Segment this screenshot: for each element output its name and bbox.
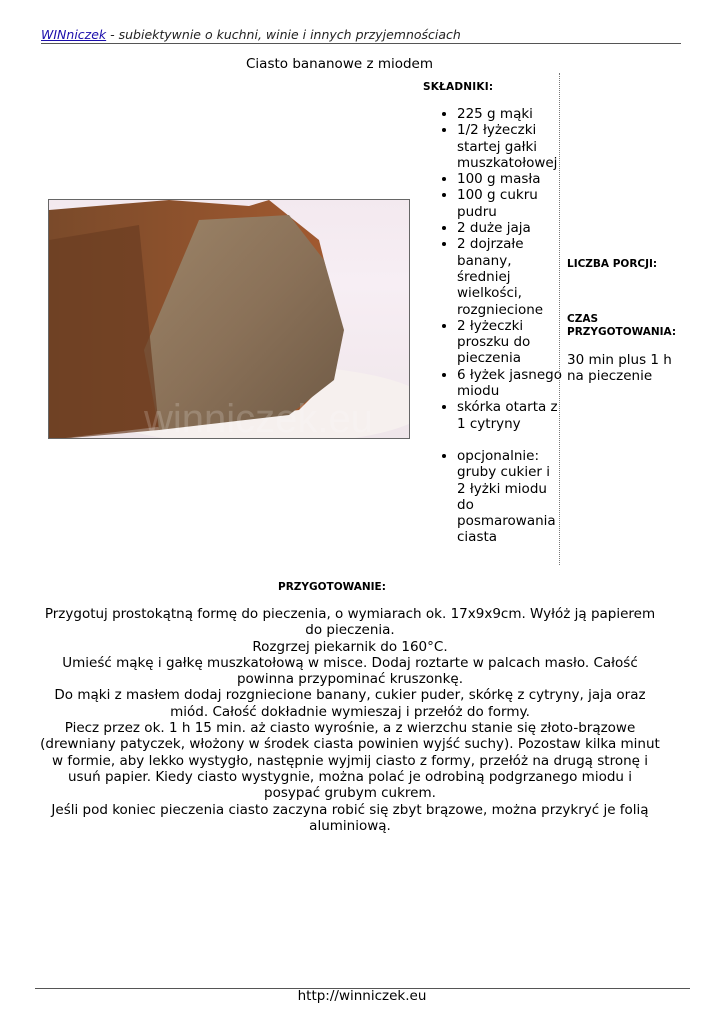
preparation-step: Do mąki z masłem dodaj rozgniecione banany, cukier puder, skórkę z cytryny, jaja oraz miód. Całość dokładnie wymieszaj i przełóż do formy. [54, 687, 646, 720]
ingredient-item: • skórka otarta z 1 cytryny [457, 399, 562, 432]
recipe-title: Ciasto bananowe z miodem [246, 56, 434, 72]
page-header [41, 27, 681, 44]
ingredient-item: • 2 łyżeczki proszku do pieczenia [457, 318, 562, 367]
footer-url: http://winniczek.eu [297, 988, 427, 1004]
preparation-text [40, 606, 660, 834]
ingredient-item: • 225 g mąki [457, 106, 562, 122]
preparation-step: Jeśli pod koniec pieczenia ciasto zaczyna robić się zbyt brązowe, można przykryć je folią aluminiową. [51, 801, 649, 834]
preparation-step: Piecz przez ok. 1 h 15 min. aż ciasto wyrośnie, a z wierzchu stanie się złoto-brązowe (drewniany patyczek, włożony w środek ciasta powinien wyjść suchy). Pozostaw kilka minut w formie, aby lekko wystygło, następnie wyjmij ciasto z formy, przełóż na drugą stronę i usuń papier. Kiedy ciasto wystygnie, można polać je odrobiną podgrzanego miodu i posypać grubym cukrem. [40, 720, 660, 802]
site-link[interactable]: WINniczek [41, 27, 107, 42]
time-value: 30 min plus 1 h na pieczenie [567, 352, 672, 385]
photo-watermark: winniczek.eu [144, 397, 374, 439]
preparation-step: Umieść mąkę i gałkę muszkatołową w misce. Dodaj roztarte w palcach masło. Całość powinna przypominać kruszonkę. [62, 654, 638, 688]
preparation-step: Rozgrzej piekarnik do 160°C. [252, 638, 448, 655]
ingredients-list [422, 106, 562, 546]
ingredient-item: • 2 duże jaja [457, 220, 562, 236]
column-divider [559, 73, 560, 565]
preparation-step: Przygotuj prostokątną formę do pieczenia, o wymiarach ok. 17x9x9cm. Wyłóż ją papierem do pieczenia. [44, 606, 656, 639]
ingredient-item: • 2 dojrzałe banany, średniej wielkości, rozgniecione [457, 236, 562, 317]
ingredient-item: • 6 łyżek jasnego miodu [457, 367, 562, 400]
preparation-label: PRZYGOTOWANIE: [278, 581, 386, 593]
ingredient-item: • 100 g masła [457, 171, 562, 187]
ingredient-item: • opcjonalnie: gruby cukier i 2 łyżki miodu do posmarowania ciasta [457, 448, 562, 546]
servings-label: LICZBA PORCJI: [567, 258, 658, 270]
site-tagline: - subiektywnie o kuchni, winie i innych przyjemnościach [106, 27, 461, 42]
cake-photo [48, 199, 410, 439]
time-label: CZAS PRZYGOTOWANIA: [567, 313, 677, 338]
ingredient-item: • 1/2 łyżeczki startej gałki muszkatołowej [457, 122, 562, 171]
ingredients-label: SKŁADNIKI: [423, 81, 494, 93]
ingredient-item: • 100 g cukru pudru [457, 187, 562, 220]
